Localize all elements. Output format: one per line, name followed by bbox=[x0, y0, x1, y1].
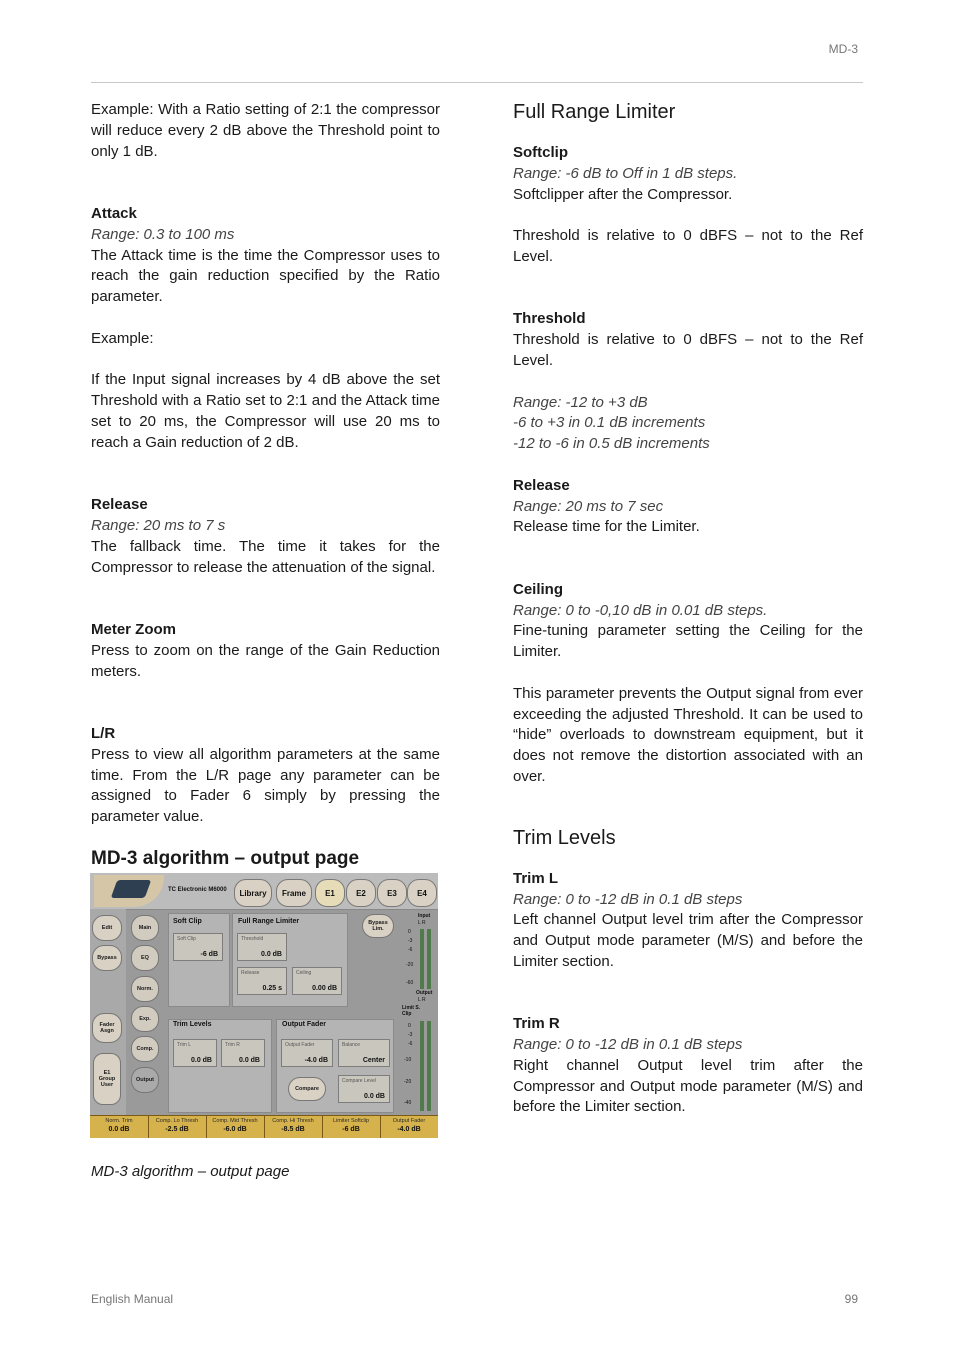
user-group-button[interactable] bbox=[93, 1053, 121, 1105]
input-meter-r bbox=[427, 929, 431, 989]
output-tick-10: -10 bbox=[404, 1057, 412, 1063]
compare-button[interactable]: Compare bbox=[288, 1077, 326, 1101]
nav-main[interactable]: Main bbox=[131, 915, 159, 941]
limiter-ceiling-label: Ceiling bbox=[296, 970, 312, 976]
output-tick-3: -3 bbox=[408, 1032, 413, 1038]
limiter-release-desc: Release time for the Limiter. bbox=[513, 518, 700, 536]
threshold-range-3: -12 to -6 in 0.5 dB increments bbox=[513, 435, 710, 453]
output-tick-0: 0 bbox=[408, 1023, 411, 1029]
soft-clip-value: -6 dB bbox=[200, 951, 218, 958]
tab-e2[interactable]: E2 bbox=[346, 879, 376, 907]
trim-levels-heading: Trim Levels bbox=[513, 826, 616, 849]
limiter-threshold-field[interactable] bbox=[237, 933, 287, 961]
output-fader-label: Output Fader bbox=[285, 1042, 315, 1048]
device-icon bbox=[111, 880, 152, 898]
fader-cell-3-label: Comp. Mid Thresh bbox=[212, 1118, 258, 1124]
lr-desc: Press to view all algorithm parameters at the same time. From the L/R page any parameter can be assigned to Fader 6 simply by pressing the parameter value. bbox=[91, 745, 440, 826]
threshold-desc: Threshold is relative to 0 dBFS – not to the Ref Level. bbox=[513, 331, 863, 369]
section-title: MD-3 algorithm – output page bbox=[91, 847, 360, 869]
fader-cell-2[interactable] bbox=[148, 1116, 207, 1138]
trim-l-desc: Left channel Output level trim after the Compressor and Output mode parameter (M/S) and before the Limiter section. bbox=[513, 911, 863, 970]
user-line-2: Group bbox=[98, 1076, 116, 1082]
fader-cell-5-label: Limiter Softclip bbox=[332, 1118, 370, 1124]
limiter-threshold-value: 0.0 dB bbox=[260, 951, 282, 958]
fader-cell-4[interactable] bbox=[264, 1116, 323, 1138]
fader-cell-5-value: -6 dB bbox=[342, 1126, 360, 1133]
fader-cell-1-value: 0.0 dB bbox=[108, 1126, 130, 1133]
softclip-desc: Softclipper after the Compressor. bbox=[513, 185, 733, 203]
limiter-release-value: 0.25 s bbox=[262, 985, 282, 992]
fader-cell-6[interactable] bbox=[380, 1116, 438, 1138]
limiter-threshold-label: Threshold bbox=[241, 936, 264, 942]
nav-eq[interactable]: EQ bbox=[131, 945, 159, 971]
ceiling-desc-2: This parameter prevents the Output signal from ever exceeding the adjusted Threshold. It can be used to “hide” overloads to downstream equipment, but it does not remove the distortion associated with an over. bbox=[513, 684, 863, 785]
meter-zoom-heading: Meter Zoom bbox=[91, 620, 177, 638]
attack-example-label: Example: bbox=[91, 329, 154, 347]
ceiling-range: Range: 0 to -0,10 dB in 0.01 dB steps. bbox=[513, 601, 768, 619]
fader-cell-3[interactable] bbox=[206, 1116, 265, 1138]
fader-cell-6-label: Output Fader bbox=[392, 1118, 426, 1124]
logo-area bbox=[94, 875, 164, 907]
footer-manual: English Manual bbox=[91, 1292, 174, 1306]
trim-r-desc: Right channel Output level trim after the Compressor and Output mode parameter (M/S) and before the Limiter section. bbox=[513, 1056, 863, 1116]
user-line-3: User bbox=[100, 1082, 114, 1088]
left-column bbox=[91, 100, 440, 871]
output-tick-40: -40 bbox=[404, 1100, 412, 1106]
tab-frame[interactable]: Frame bbox=[276, 879, 312, 907]
limiter-release-heading: Release bbox=[513, 476, 570, 494]
soft-clip-label: Soft Clip bbox=[177, 936, 196, 942]
top-bar bbox=[90, 873, 438, 910]
fader-cell-6-value: -4.0 dB bbox=[397, 1126, 421, 1133]
right-column bbox=[513, 100, 863, 1118]
limiter-release-range: Range: 20 ms to 7 sec bbox=[513, 497, 664, 515]
tab-e4[interactable]: E4 bbox=[407, 879, 437, 907]
fader-cell-1-label: Norm. Trim bbox=[105, 1118, 133, 1124]
input-tick-0: 0 bbox=[408, 929, 411, 935]
fader-assign-button[interactable]: Fader Asgn bbox=[92, 1013, 122, 1043]
balance-field[interactable] bbox=[338, 1039, 390, 1067]
fader-cell-5[interactable] bbox=[322, 1116, 381, 1138]
output-page-screenshot bbox=[90, 873, 438, 1138]
output-tick-20: -20 bbox=[404, 1079, 412, 1085]
limiter-ceiling-value: 0.00 dB bbox=[312, 985, 337, 992]
threshold-range-1: Range: -12 to +3 dB bbox=[513, 393, 648, 411]
input-tick-60: -60 bbox=[406, 980, 414, 986]
trim-l-field[interactable] bbox=[173, 1039, 217, 1067]
compare-level-label: Compare Level bbox=[342, 1078, 376, 1084]
limiter-title: Full Range Limiter bbox=[238, 918, 300, 925]
fader-cell-4-label: Comp. Hi Thresh bbox=[272, 1118, 314, 1124]
fader-cell-1[interactable] bbox=[90, 1116, 149, 1138]
release-range: Range: 20 ms to 7 s bbox=[91, 516, 226, 534]
limit-softclip-label: Limit S. Clip bbox=[402, 1005, 421, 1017]
edit-button[interactable]: Edit bbox=[92, 915, 122, 941]
trim-l-label: Trim L bbox=[177, 1042, 191, 1048]
attack-desc: The Attack time is the time the Compressor uses to reach the gain reduction specified by the Ratio parameter. bbox=[91, 246, 440, 306]
trim-r-field[interactable] bbox=[221, 1039, 265, 1067]
running-header: MD-3 bbox=[828, 42, 858, 56]
input-lr-label: L R bbox=[418, 920, 426, 926]
nav-exp[interactable]: Exp. bbox=[131, 1006, 159, 1032]
trim-r-range: Range: 0 to -12 dB in 0.1 dB steps bbox=[513, 1036, 743, 1054]
fader-cell-4-value: -8.5 dB bbox=[281, 1126, 305, 1133]
balance-value: Center bbox=[362, 1057, 385, 1064]
user-line-1: E1 bbox=[103, 1070, 111, 1076]
limiter-ceiling-field[interactable] bbox=[292, 967, 342, 995]
limiter-release-label: Release bbox=[241, 970, 260, 976]
tab-e3[interactable]: E3 bbox=[377, 879, 407, 907]
threshold-heading: Threshold bbox=[513, 310, 586, 328]
lr-heading: L/R bbox=[91, 724, 116, 742]
input-tick-3: -3 bbox=[408, 938, 413, 944]
trim-r-heading: Trim R bbox=[513, 1015, 560, 1033]
header-rule bbox=[91, 82, 863, 83]
output-fader-title: Output Fader bbox=[282, 1021, 326, 1028]
meter-zoom-desc: Press to zoom on the range of the Gain Reduction meters. bbox=[91, 641, 440, 680]
bypass-lim-button[interactable]: Bypass Lim. bbox=[362, 914, 394, 938]
threshold-range-2: -6 to +3 in 0.1 dB increments bbox=[513, 414, 706, 432]
bypass-button[interactable]: Bypass bbox=[92, 945, 122, 971]
trim-l-heading: Trim L bbox=[513, 869, 559, 887]
limiter-heading: Full Range Limiter bbox=[513, 101, 676, 123]
trim-levels-title: Trim Levels bbox=[173, 1021, 212, 1028]
tab-e1[interactable]: E1 bbox=[315, 879, 345, 907]
attack-example: If the Input signal increases by 4 dB above the set Threshold with a Ratio set to 2:1 and the Attack time set to 20 ms, the Compressor will use 20 ms to reach a Gain reduction of 2 dB. bbox=[91, 371, 440, 451]
compare-level-value: 0.0 dB bbox=[363, 1093, 385, 1100]
fader-cell-3-value: -6.0 dB bbox=[223, 1126, 247, 1133]
limiter-release-field[interactable] bbox=[237, 967, 287, 995]
output-meter-l bbox=[420, 1021, 424, 1111]
output-meter-label: Output bbox=[416, 990, 433, 996]
attack-range: Range: 0.3 to 100 ms bbox=[91, 225, 235, 243]
fader-cell-2-label: Comp. Lo Thresh bbox=[155, 1118, 199, 1124]
output-fader-field[interactable] bbox=[281, 1039, 333, 1067]
figure-caption: MD-3 algorithm – output page bbox=[91, 1163, 290, 1180]
ceiling-desc: Fine-tuning parameter setting the Ceiling for the Limiter. bbox=[513, 622, 863, 661]
trim-r-value: 0.0 dB bbox=[238, 1057, 260, 1064]
trim-l-value: 0.0 dB bbox=[190, 1057, 212, 1064]
trim-l-range: Range: 0 to -12 dB in 0.1 dB steps bbox=[513, 890, 743, 908]
ratio-example: Example: With a Ratio setting of 2:1 the compressor will reduce every 2 dB above the Threshold point to only 1 dB. bbox=[91, 101, 440, 160]
input-meter-label: Input bbox=[418, 913, 431, 919]
nav-output[interactable]: Output bbox=[131, 1067, 159, 1093]
softclip-note: Threshold is relative to 0 dBFS – not to the Ref Level. bbox=[513, 227, 863, 265]
nav-norm[interactable]: Norm. bbox=[131, 976, 159, 1002]
output-meter-r bbox=[427, 1021, 431, 1111]
fader-value-bar bbox=[90, 1115, 438, 1138]
trim-r-label: Trim R bbox=[225, 1042, 240, 1048]
softclip-range: Range: -6 dB to Off in 1 dB steps. bbox=[513, 164, 738, 182]
input-meter-l bbox=[420, 929, 424, 989]
nav-comp[interactable]: Comp. bbox=[131, 1036, 159, 1062]
brand-label: TC Electronic M6000 bbox=[168, 887, 227, 893]
softclip-heading: Softclip bbox=[513, 144, 568, 161]
release-desc: The fallback time. The time it takes for the Compressor to release the attenuation of the signal. bbox=[91, 537, 440, 576]
attack-heading: Attack bbox=[91, 204, 137, 222]
soft-clip-field[interactable] bbox=[173, 933, 223, 961]
fader-cell-2-value: -2.5 dB bbox=[165, 1126, 189, 1133]
ceiling-heading: Ceiling bbox=[513, 580, 564, 598]
input-tick-6: -6 bbox=[408, 947, 413, 953]
output-lr-label: L R bbox=[418, 997, 426, 1003]
input-tick-20: -20 bbox=[406, 962, 414, 968]
release-heading: Release bbox=[91, 496, 148, 514]
soft-clip-title: Soft Clip bbox=[173, 918, 202, 925]
output-fader-value: -4.0 dB bbox=[304, 1057, 328, 1064]
compare-level-field[interactable] bbox=[338, 1075, 390, 1103]
tab-library[interactable]: Library bbox=[234, 879, 272, 907]
balance-label: Balance bbox=[342, 1042, 361, 1048]
page-number: 99 bbox=[844, 1292, 858, 1306]
output-tick-6: -6 bbox=[408, 1041, 413, 1047]
